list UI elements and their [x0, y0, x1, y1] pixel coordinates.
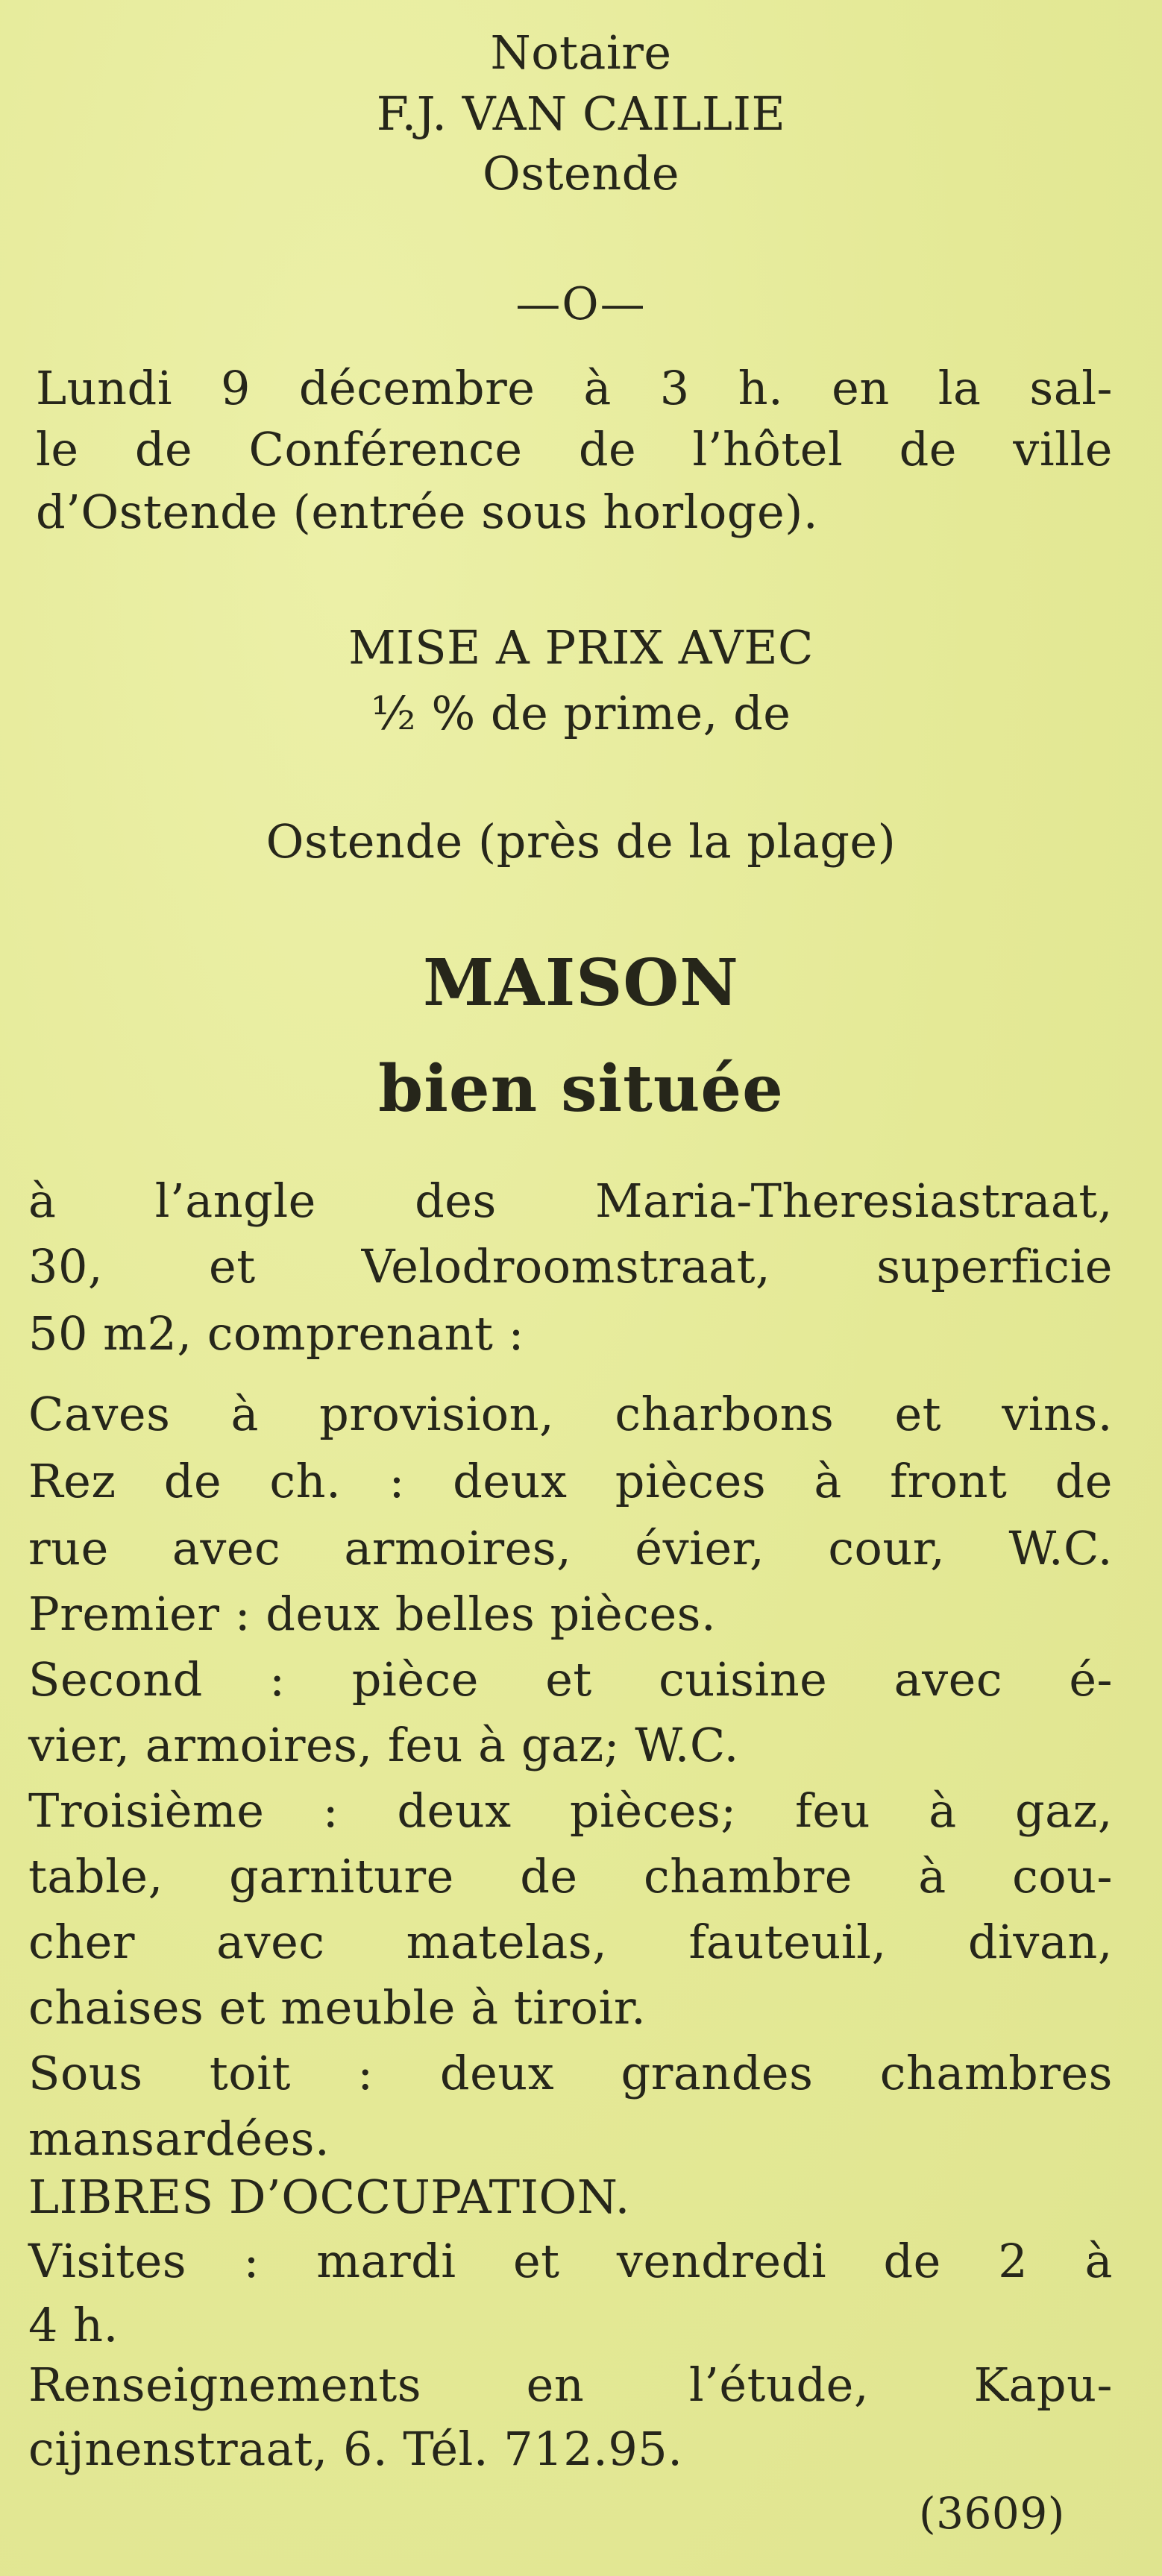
intro-line-3: d’Ostende (entrée sous horloge).: [36, 485, 819, 539]
detail-line: table, garniture de chambre à cou-: [28, 1849, 1113, 1903]
detail-line: 4 h.: [28, 2298, 119, 2352]
mise-a-prix-line-1: MISE A PRIX AVEC: [348, 620, 814, 675]
title-subtitle: bien située: [378, 1051, 784, 1127]
description-line-1: à l’angle des Maria-Theresiastraat,: [28, 1174, 1113, 1228]
mise-a-prix-line-2: ½ % de prime, de: [371, 686, 791, 740]
detail-line: Renseignements en l’étude, Kapu-: [28, 2358, 1113, 2412]
notary-title: Notaire: [490, 25, 672, 80]
detail-line: cijnenstraat, 6. Tél. 712.95.: [28, 2422, 683, 2476]
detail-line: chaises et meuble à tiroir.: [28, 1980, 647, 2035]
detail-line: Rez de ch. : deux pièces à front de: [28, 1454, 1113, 1508]
detail-line: Sous toit : deux grandes chambres: [28, 2046, 1113, 2100]
detail-line: Visites : mardi et vendredi de 2 à: [28, 2234, 1113, 2288]
description-line-3: 50 m2, comprenant :: [28, 1306, 524, 1361]
detail-line: Second : pièce et cuisine avec é-: [28, 1652, 1113, 1707]
detail-line: LIBRES D’OCCUPATION.: [28, 2170, 630, 2224]
notary-name: F.J. VAN CAILLIE: [376, 86, 786, 141]
notary-city: Ostende: [482, 146, 680, 201]
detail-line: mansardées.: [28, 2111, 330, 2166]
location: Ostende (près de la plage): [266, 814, 896, 869]
detail-line: Premier : deux belles pièces.: [28, 1587, 717, 1641]
description-line-2: 30, et Velodroomstraat, superficie: [28, 1239, 1113, 1294]
detail-line: Caves à provision, charbons et vins.: [28, 1387, 1113, 1441]
intro-line-2: le de Conférence de l’hôtel de ville: [36, 422, 1113, 476]
separator: —O—: [515, 278, 647, 330]
detail-line: Troisième : deux pièces; feu à gaz,: [28, 1783, 1113, 1838]
title-maison: MAISON: [423, 945, 739, 1021]
intro-line-1: Lundi 9 décembre à 3 h. en la sal-: [36, 361, 1113, 415]
reference-number: (3609): [919, 2488, 1065, 2539]
detail-line: rue avec armoires, évier, cour, W.C.: [28, 1521, 1113, 1575]
detail-line: vier, armoires, feu à gaz; W.C.: [28, 1718, 739, 1772]
detail-line: cher avec matelas, fauteuil, divan,: [28, 1915, 1113, 1969]
